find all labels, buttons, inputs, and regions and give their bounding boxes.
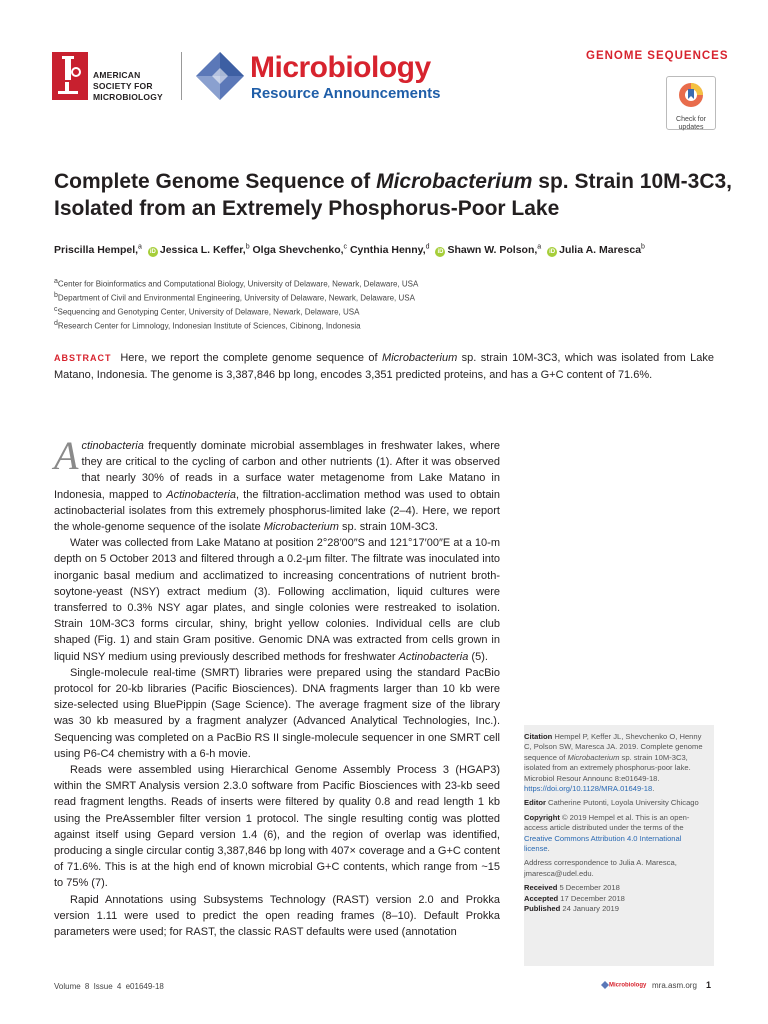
author[interactable]: Olga Shevchenko,$^c$: [252, 243, 348, 256]
footer-url[interactable]: mra.asm.org: [652, 981, 697, 990]
footer-volume: Volume 8 Issue 4 e01649-18: [54, 982, 164, 991]
editor: Editor Catherine Putonti, Loyola University Chicago: [524, 798, 699, 808]
orcid-icon[interactable]: iD: [549, 248, 556, 255]
journal-title: Microbiology: [250, 51, 431, 84]
affiliation: $^d$Research Center for Limnology, Indonesian Institute of Sciences, Cibinong, Indonesia: [54, 320, 361, 331]
abstract: ABSTRACT Here, we report the complete genome sequence of Microbacterium sp. strain 10M-3C3, which was isolated from Lake Matano, Indonesia. The genome is 3,387,846 bp long, encodes 3,351 predicted proteins, and has a G+C content of 71.6%.: [54, 352, 714, 381]
title-text: Complete Genome Sequence of: [54, 170, 377, 193]
paragraph: Rapid Annotations using Subsystems Technology (RAST) version 2.0 and Prokka version 1.11 were used to predict the open reading frames (8–10). Default Prokka parameters were used; for RAST, the classic RAST defaults were used (annotation: [54, 893, 500, 939]
affiliation: $^b$Department of Civil and Environmental Engineering, University of Delaware, Newark, Delaware, USA: [54, 292, 415, 303]
author[interactable]: Cynthia Henny,$^d$: [349, 243, 430, 256]
author[interactable]: Shawn W. Polson,$^a$: [447, 243, 542, 256]
check-for-updates-button[interactable]: [666, 76, 716, 130]
journal-subtitle: Resource Announcements: [251, 85, 441, 102]
page-number: 1: [706, 980, 712, 990]
author-list: [54, 243, 734, 257]
doi-link[interactable]: https://doi.org/10.1128/MRA.01649-18: [524, 784, 653, 794]
paragraph: Reads were assembled using Hierarchical Genome Assembly Process 3 (HGAP3) within the SMRT Analysis version 2.3.0 software from Pacific Biosciences with 23-kb seed read fragment lengths. Reads of inserts were filtered by quality 0.8 and read length 1 kb using the PreAssembler filter version 1 protocol. The single resulting contig was plotted against itself using Gepard version 1.4 (6), and the region of overlap was identified, producing a single circular contig 3,387,846 bp long with 407× coverage and a G+C content of 71.6%. This is at the high end of known microbial G+C contents, which range from ~15 to 75% (7).: [54, 764, 500, 890]
publisher-name: [93, 70, 163, 103]
author[interactable]: Priscilla Hempel,$^a$: [54, 243, 142, 256]
sidebar-text: [524, 732, 709, 915]
title-italic: Microbacterium: [376, 170, 533, 193]
citation: Citation Hempel P, Keffer JL, Shevchenko O, Henny C, Polson SW, Maresca JA. 2019. Complete genome sequence of Microbacterium sp. strain 10M-3C3, isolated from an extremely phosphorus-poor lake. Microbiol Resour Announc 8:e01649-18. https://doi.org/10.1128/MRA.01649-18.: [524, 732, 703, 794]
author[interactable]: Jessica L. Keffer,$^b$: [159, 243, 250, 256]
title-text: sp. Strain 10M-3C3, Isolated from an Extremely Phosphorus-Poor Lake: [54, 170, 733, 220]
drop-cap: A: [54, 433, 79, 478]
mra-logo-icon: [192, 48, 248, 106]
paragraph: Actinobacteria frequently dominate microbial assemblages in freshwater lakes, where they are critical to the cycling of carbon and other nutrients (1). After it was observed that nearly 30% of reads in a surface water metagenome from Lake Matano in Indonesia, mapped to Actinobacteria, the filtration-acclimation method was used to obtain actinobacterial isolates from this extremely phosphorus-limited lake (2–4). Here, we report the whole-genome sequence of the isolate Microbacterium sp. strain 10M-3C3.: [54, 433, 500, 534]
correspondence: Address correspondence to Julia A. Maresca, jmaresca@udel.edu.: [524, 858, 677, 878]
footer-logo: Microbiology: [601, 981, 646, 989]
affiliation: $^a$Center for Bioinformatics and Computational Biology, University of Delaware, Newark, Delaware, USA: [54, 278, 419, 289]
license-link[interactable]: Creative Commons Attribution 4.0 International license: [524, 833, 682, 854]
orcid-icon[interactable]: iD: [437, 248, 444, 255]
publisher-line: MICROBIOLOGY: [93, 92, 163, 102]
article-title: [54, 168, 734, 222]
orcid-icon[interactable]: iD: [149, 248, 156, 255]
publisher-line: SOCIETY FOR: [93, 81, 153, 91]
crossmark-icon: [678, 82, 704, 108]
mra-small-icon: [601, 981, 609, 989]
dates: Received 5 December 2018 Accepted 17 December 2018 Published 24 January 2019: [524, 883, 625, 914]
abstract-label: ABSTRACT: [54, 353, 112, 363]
paragraph: Water was collected from Lake Matano at position 2°28′00″S and 121°17′00″E at a 10-m depth on 5 October 2013 and filtered through a 0.2-μm filter. The filtrate was inoculated into inorganic basal medium and acclimatized to increasing concentrations of nutrient broth-soytone-yeast (NSY) extract medium (3). Following acclimation, liquid cultures were transferred to 0.3% NSY agar plates, and single colonies were restreaked to isolation. Strain 10M-3C3 forms circular, shiny, bright yellow colonies. Individual cells are club shaped (Fig. 1) and stain Gram positive. Genomic DNA was extracted from cells grown in liquid NSY medium using previously described methods for freshwater Actinobacteria (5).: [54, 537, 500, 663]
paragraph: Single-molecule real-time (SMRT) libraries were prepared using the standard PacBio protocol for 20-kb libraries (Pacific Biosciences). DNA fragments larger than 10 kb were size-selected using BluePippin (Sage Science). The average fragment size of the library was 30 kb measured by a fragment analyzer (Advanced Analytical Technologies, Inc.). Sequencing was completed on a PacBio RS II single-molecule sequencer in one SMRT cell using P6-C4 chemistry with a 6-h movie.: [54, 666, 500, 760]
copyright: Copyright © 2019 Hempel et al. This is an open-access article distributed under the terms of the Creative Commons Attribution 4.0 International license.: [524, 812, 690, 854]
author[interactable]: Julia A. Maresca$^b$: [559, 243, 645, 256]
affiliation: $^c$Sequencing and Genotyping Center, University of Delaware, Newark, Delaware, USA: [54, 306, 360, 317]
header-divider: [181, 52, 182, 100]
publisher-line: AMERICAN: [93, 70, 141, 80]
check-updates-label: Check for updates: [676, 116, 706, 131]
article-body: [54, 433, 500, 940]
section-label: GENOME SEQUENCES: [586, 50, 729, 62]
